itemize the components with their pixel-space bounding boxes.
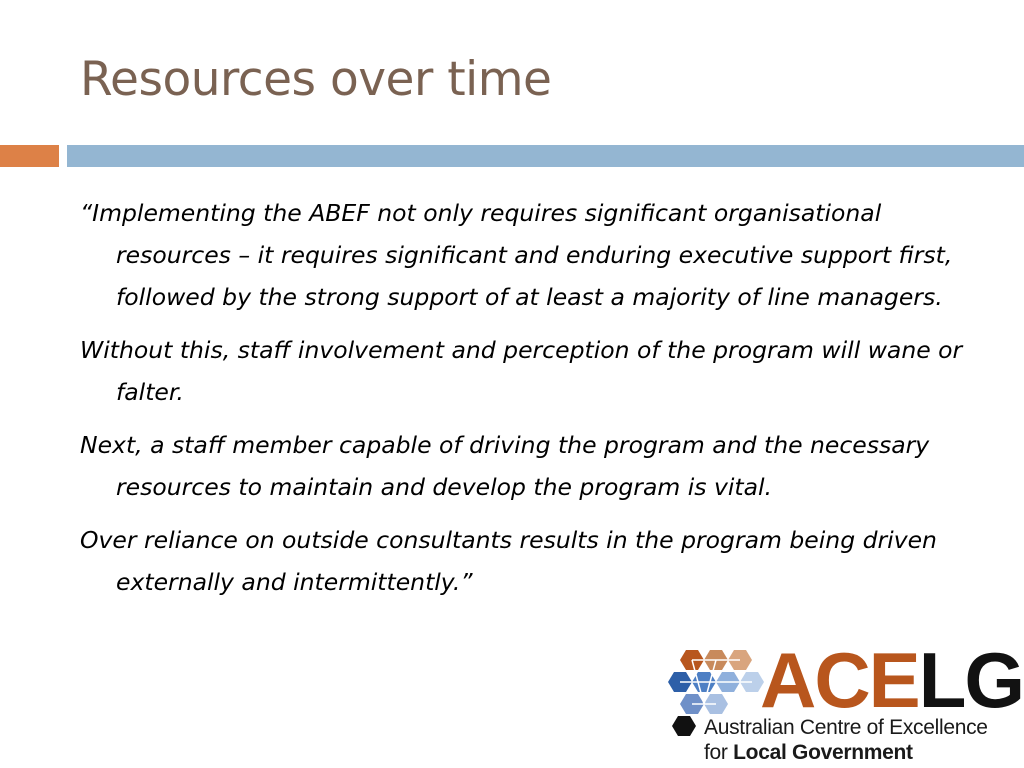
quote-paragraph-3: Next, a staff member capable of driving the program and the necessary resources to maintain and develop the program is vital. [80, 431, 930, 501]
acelg-logo [658, 636, 1024, 768]
logo-wordmark [760, 636, 1024, 724]
logo-tagline-prefix: for [704, 741, 734, 764]
accent-bar-blue [67, 145, 1024, 167]
logo-tagline-bold: Local Government [733, 741, 913, 764]
quote-paragraph-1: “Implementing the ABEF not only requires significant organisational resources – it requires significant and enduring executive support first, followed by the strong support of at least a majority of line managers. [80, 199, 953, 311]
quote-body [80, 192, 980, 614]
logo-tagline-line1: Australian Centre of Excellence [704, 716, 988, 739]
logo-wordmark-lg: LG [918, 636, 1024, 724]
logo-wordmark-ace: ACE [760, 636, 919, 724]
logo-tagline-line2 [704, 741, 913, 765]
slide-title: Resources over time [80, 52, 552, 107]
quote-paragraph-2: Without this, staff involvement and perception of the program will wane or falter. [80, 336, 963, 406]
quote-paragraph-4: Over reliance on outside consultants results in the program being driven externally and intermittently.” [80, 526, 937, 596]
accent-bar-orange [0, 145, 59, 167]
